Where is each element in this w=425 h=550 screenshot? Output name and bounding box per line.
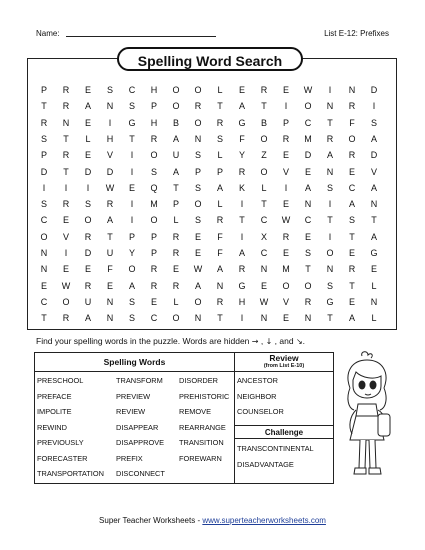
grid-letter[interactable]: W bbox=[105, 182, 115, 193]
grid-letter[interactable]: L bbox=[371, 280, 377, 291]
grid-letter[interactable]: C bbox=[40, 215, 48, 226]
grid-letter[interactable]: N bbox=[304, 199, 312, 210]
grid-letter[interactable]: E bbox=[282, 248, 289, 258]
grid-letter[interactable]: R bbox=[304, 296, 312, 307]
grid-letter[interactable]: R bbox=[348, 264, 356, 275]
grid-letter[interactable]: Y bbox=[128, 248, 135, 258]
footer-prefix: Super Teacher Worksheets - bbox=[99, 516, 203, 525]
grid-letter[interactable]: S bbox=[216, 133, 223, 144]
grid-letter[interactable]: E bbox=[282, 199, 289, 210]
grid-letter[interactable]: U bbox=[172, 150, 180, 161]
grid-letter[interactable]: E bbox=[304, 231, 311, 242]
grid-letter[interactable]: P bbox=[150, 101, 157, 112]
grid-letter[interactable]: C bbox=[348, 182, 356, 193]
grid-letter[interactable]: S bbox=[40, 199, 47, 210]
grid-letter[interactable]: C bbox=[40, 296, 48, 307]
grid-letter[interactable]: R bbox=[216, 215, 224, 226]
grid-letter[interactable]: T bbox=[63, 133, 69, 144]
grid-letter[interactable]: O bbox=[304, 280, 312, 291]
grid-letter[interactable]: N bbox=[194, 133, 202, 144]
spelling-word: TRANSITION bbox=[179, 438, 224, 447]
grid-letter[interactable]: E bbox=[62, 264, 69, 275]
grid-letter[interactable]: I bbox=[130, 215, 134, 226]
review-word: ANCESTOR bbox=[237, 376, 278, 385]
grid-letter[interactable]: A bbox=[172, 133, 179, 144]
grid-letter[interactable]: A bbox=[216, 182, 223, 193]
grid-letter[interactable]: E bbox=[194, 231, 201, 242]
grid-letter[interactable]: S bbox=[128, 296, 135, 307]
grid-letter[interactable]: W bbox=[193, 264, 203, 275]
grid-letter[interactable]: V bbox=[62, 231, 69, 242]
grid-letter[interactable]: A bbox=[216, 264, 223, 275]
grid-letter[interactable]: E bbox=[282, 150, 289, 161]
grid-letter[interactable]: E bbox=[62, 215, 69, 226]
grid-letter[interactable]: O bbox=[172, 85, 180, 95]
grid-letter[interactable]: S bbox=[326, 280, 333, 291]
grid-letter[interactable]: N bbox=[370, 296, 378, 307]
grid-letter[interactable]: A bbox=[238, 248, 245, 258]
grid-letter[interactable]: E bbox=[282, 313, 289, 324]
grid-letter[interactable]: E bbox=[84, 85, 91, 95]
grid-letter[interactable]: N bbox=[326, 166, 334, 177]
grid-letter[interactable]: T bbox=[261, 101, 267, 112]
spelling-word: REVIEW bbox=[116, 407, 146, 416]
grid-letter[interactable]: O bbox=[172, 101, 180, 112]
grid-letter[interactable]: D bbox=[84, 166, 92, 177]
grid-letter[interactable]: O bbox=[194, 296, 202, 307]
grid-letter[interactable]: Z bbox=[261, 150, 267, 161]
grid-letter[interactable]: U bbox=[84, 296, 92, 307]
grid-letter[interactable]: R bbox=[40, 117, 48, 128]
grid-letter[interactable]: P bbox=[150, 231, 157, 242]
grid-letter[interactable]: D bbox=[370, 85, 378, 95]
spelling-word: FOREWARN bbox=[179, 453, 222, 463]
grid-letter[interactable]: S bbox=[194, 215, 201, 226]
grid-letter[interactable]: A bbox=[238, 101, 245, 112]
footer-link[interactable]: www.superteacherworksheets.com bbox=[202, 516, 326, 525]
challenge-heading: Challenge bbox=[235, 425, 333, 439]
grid-letter[interactable]: N bbox=[348, 85, 356, 95]
grid-letter[interactable]: I bbox=[130, 199, 134, 210]
grid-letter[interactable]: A bbox=[194, 280, 201, 291]
grid-letter[interactable]: O bbox=[326, 248, 334, 258]
grid-letter[interactable]: N bbox=[260, 313, 268, 324]
review-word: COUNSELOR bbox=[237, 407, 284, 416]
grid-letter[interactable]: E bbox=[40, 280, 47, 291]
grid-letter[interactable]: O bbox=[150, 150, 158, 161]
grid-letter[interactable]: O bbox=[304, 101, 312, 112]
grid-letter[interactable]: W bbox=[61, 280, 71, 291]
grid-letter[interactable]: R bbox=[84, 280, 92, 291]
grid-letter[interactable]: T bbox=[41, 313, 47, 324]
challenge-word: DISADVANTAGE bbox=[237, 459, 294, 469]
grid-letter[interactable]: L bbox=[217, 199, 223, 210]
grid-letter[interactable]: A bbox=[326, 150, 333, 161]
spelling-word: PRESCHOOL bbox=[37, 376, 84, 385]
list-label: List E-12: Prefixes bbox=[324, 29, 389, 38]
grid-letter[interactable]: E bbox=[348, 166, 355, 177]
grid-letter[interactable]: R bbox=[260, 85, 268, 95]
grid-letter[interactable]: I bbox=[284, 182, 288, 193]
spelling-word: FORECASTER bbox=[37, 453, 88, 463]
grid-letter[interactable]: F bbox=[239, 133, 245, 144]
grid-letter[interactable]: P bbox=[40, 150, 47, 161]
grid-letter[interactable]: E bbox=[128, 182, 135, 193]
spelling-word: IMPOLITE bbox=[37, 407, 72, 416]
grid-letter[interactable]: E bbox=[304, 166, 311, 177]
grid-letter[interactable]: I bbox=[130, 166, 134, 177]
grid-letter[interactable]: O bbox=[260, 133, 268, 144]
review-title: Review bbox=[269, 353, 299, 363]
grid-letter[interactable]: R bbox=[216, 117, 224, 128]
grid-letter[interactable]: H bbox=[106, 133, 114, 144]
footer bbox=[0, 516, 425, 525]
grid-letter[interactable]: O bbox=[282, 280, 290, 291]
grid-letter[interactable]: Y bbox=[238, 150, 245, 161]
grid-letter[interactable]: C bbox=[260, 248, 268, 258]
grid-letter[interactable]: N bbox=[216, 280, 224, 291]
grid-letter[interactable]: N bbox=[370, 199, 378, 210]
grid-letter[interactable]: B bbox=[172, 117, 179, 128]
spelling-word: REWIND bbox=[37, 422, 67, 432]
grid-letter[interactable]: I bbox=[328, 199, 332, 210]
grid-letter[interactable]: F bbox=[107, 264, 113, 275]
grid-letter[interactable]: C bbox=[304, 117, 312, 128]
grid-letter[interactable]: R bbox=[62, 150, 70, 161]
grid-letter[interactable]: R bbox=[216, 296, 224, 307]
grid-letter[interactable]: F bbox=[217, 231, 223, 242]
girl-illustration bbox=[338, 350, 396, 490]
grid-letter[interactable]: L bbox=[261, 182, 267, 193]
spelling-words-heading: Spelling Words bbox=[35, 353, 235, 372]
grid-letter[interactable]: H bbox=[150, 85, 158, 95]
grid-letter[interactable]: O bbox=[150, 215, 158, 226]
grid-letter[interactable]: W bbox=[281, 215, 291, 226]
grid-letter[interactable]: M bbox=[304, 133, 312, 144]
grid-letter[interactable]: E bbox=[282, 85, 289, 95]
grid-letter[interactable]: E bbox=[106, 280, 113, 291]
grid-letter[interactable]: E bbox=[84, 264, 91, 275]
name-line[interactable] bbox=[66, 36, 216, 37]
grid-letter[interactable]: R bbox=[172, 280, 180, 291]
grid-letter[interactable]: T bbox=[217, 313, 223, 324]
grid-letter[interactable]: G bbox=[238, 280, 246, 291]
grid-letter[interactable]: R bbox=[150, 280, 158, 291]
grid-letter[interactable]: E bbox=[84, 150, 91, 161]
spelling-word: PREVIOUSLY bbox=[37, 438, 84, 447]
grid-letter[interactable]: E bbox=[150, 296, 157, 307]
spelling-word: PREFACE bbox=[37, 391, 72, 401]
grid-letter[interactable]: R bbox=[238, 264, 246, 275]
grid-letter[interactable]: N bbox=[106, 313, 114, 324]
arrow-diagonal-icon: ↘ bbox=[295, 337, 303, 346]
grid-letter[interactable]: P bbox=[282, 117, 289, 128]
grid-letter[interactable]: B bbox=[260, 117, 267, 128]
grid-letter[interactable]: I bbox=[86, 182, 90, 193]
grid-letter[interactable]: R bbox=[238, 166, 246, 177]
grid-letter[interactable]: W bbox=[259, 296, 269, 307]
header bbox=[36, 27, 389, 41]
grid-letter[interactable]: I bbox=[240, 313, 244, 324]
grid-letter[interactable]: E bbox=[172, 264, 179, 275]
challenge-word: TRANSCONTINENTAL bbox=[237, 444, 314, 453]
grid-letter[interactable]: E bbox=[194, 248, 201, 258]
grid-letter[interactable]: S bbox=[128, 101, 135, 112]
grid-letter[interactable]: M bbox=[150, 199, 158, 210]
spelling-word: TRANSFORM bbox=[116, 376, 163, 385]
grid-letter[interactable]: N bbox=[62, 117, 70, 128]
grid-letter[interactable]: F bbox=[217, 248, 223, 258]
grid-letter[interactable]: A bbox=[370, 133, 377, 144]
grid-letter[interactable]: A bbox=[84, 313, 91, 324]
grid-letter[interactable]: C bbox=[304, 215, 312, 226]
grid-letter[interactable]: T bbox=[261, 199, 267, 210]
grid-letter[interactable]: R bbox=[348, 150, 356, 161]
grid-letter[interactable]: S bbox=[84, 199, 91, 210]
grid-letter[interactable]: C bbox=[128, 85, 136, 95]
grid-letter[interactable]: L bbox=[173, 296, 179, 307]
spelling-word: TRANSPORTATION bbox=[37, 469, 104, 478]
instructions-tail: , and bbox=[274, 336, 294, 346]
grid-letter[interactable]: T bbox=[349, 280, 355, 291]
grid-letter[interactable]: N bbox=[304, 313, 312, 324]
review-subtitle: (from List E-10) bbox=[263, 363, 305, 369]
grid-letter[interactable]: O bbox=[62, 296, 70, 307]
grid-letter[interactable]: D bbox=[370, 150, 378, 161]
word-list-table bbox=[34, 352, 334, 484]
grid-letter[interactable]: K bbox=[238, 182, 245, 193]
grid-letter[interactable]: E bbox=[84, 117, 91, 128]
grid-letter[interactable]: R bbox=[172, 231, 180, 242]
grid-letter[interactable]: P bbox=[216, 166, 223, 177]
grid-letter[interactable]: O bbox=[260, 166, 268, 177]
grid-letter[interactable]: E bbox=[260, 280, 267, 291]
grid-letter[interactable]: I bbox=[240, 231, 244, 242]
grid-letter[interactable]: I bbox=[284, 101, 288, 112]
grid-letter[interactable]: I bbox=[64, 182, 68, 193]
grid-letter[interactable]: O bbox=[348, 133, 356, 144]
grid-letter[interactable]: O bbox=[194, 117, 202, 128]
instructions: Find your spelling words in the puzzle. Words are hidden → , ↓ , and ↘. bbox=[36, 336, 306, 346]
grid-letter[interactable]: P bbox=[40, 85, 47, 95]
grid-letter[interactable]: V bbox=[106, 150, 113, 161]
grid-letter[interactable]: T bbox=[107, 231, 113, 242]
grid-letter[interactable]: O bbox=[172, 313, 180, 324]
grid-letter[interactable]: D bbox=[84, 248, 92, 258]
review-challenge-list bbox=[235, 372, 333, 483]
grid-letter[interactable]: R bbox=[172, 248, 180, 258]
grid-letter[interactable]: E bbox=[238, 85, 245, 95]
grid-letter[interactable]: I bbox=[328, 231, 332, 242]
spelling-word: PREHISTORIC bbox=[179, 391, 230, 401]
grid-letter[interactable]: X bbox=[260, 231, 267, 242]
grid-letter[interactable]: T bbox=[305, 264, 311, 275]
grid-letter[interactable]: A bbox=[128, 280, 135, 291]
grid-letter[interactable]: C bbox=[150, 313, 158, 324]
grid-letter[interactable]: N bbox=[326, 264, 334, 275]
grid-letter[interactable]: A bbox=[106, 215, 113, 226]
grid-letter[interactable]: C bbox=[260, 215, 268, 226]
grid-letter[interactable]: A bbox=[370, 182, 377, 193]
review-heading bbox=[235, 353, 333, 372]
grid-letter[interactable]: W bbox=[303, 85, 313, 95]
grid-letter[interactable]: S bbox=[304, 248, 311, 258]
grid-letter[interactable]: L bbox=[173, 215, 179, 226]
grid-letter[interactable]: T bbox=[327, 313, 333, 324]
grid-letter[interactable]: Q bbox=[150, 182, 158, 193]
grid-letter[interactable]: U bbox=[106, 248, 114, 258]
grid-letter[interactable]: T bbox=[371, 215, 377, 226]
grid-letter[interactable]: P bbox=[172, 199, 179, 210]
grid-letter[interactable]: N bbox=[106, 101, 114, 112]
grid-letter[interactable]: G bbox=[128, 117, 136, 128]
grid-letter[interactable]: I bbox=[240, 199, 244, 210]
grid-letter[interactable]: M bbox=[282, 264, 290, 275]
spelling-word: DISCONNECT bbox=[116, 469, 165, 478]
grid-letter[interactable]: I bbox=[42, 182, 46, 193]
grid-letter[interactable]: A bbox=[304, 182, 311, 193]
grid-letter[interactable]: S bbox=[106, 85, 113, 95]
grid-letter[interactable]: A bbox=[172, 166, 179, 177]
grid-letter[interactable]: N bbox=[260, 264, 268, 275]
grid-letter[interactable]: V bbox=[370, 166, 377, 177]
grid-letter[interactable]: L bbox=[371, 313, 377, 324]
grid-letter[interactable]: A bbox=[348, 313, 355, 324]
grid-letter[interactable]: R bbox=[62, 85, 70, 95]
grid-letter[interactable]: R bbox=[194, 101, 202, 112]
grid-letter[interactable]: T bbox=[129, 133, 135, 144]
grid-letter[interactable]: R bbox=[150, 133, 158, 144]
grid-letter[interactable]: S bbox=[326, 182, 333, 193]
grid-letter[interactable]: S bbox=[370, 117, 377, 128]
grid-letter[interactable]: R bbox=[62, 313, 70, 324]
grid-letter[interactable]: I bbox=[372, 101, 376, 112]
grid-letter[interactable]: P bbox=[128, 231, 135, 242]
grid-letter[interactable]: D bbox=[40, 166, 48, 177]
grid-letter[interactable]: P bbox=[194, 166, 201, 177]
grid-letter[interactable]: T bbox=[239, 215, 245, 226]
grid-letter[interactable]: L bbox=[217, 150, 223, 161]
grid-letter[interactable]: S bbox=[150, 166, 157, 177]
grid-letter[interactable]: R bbox=[348, 101, 356, 112]
grid-letter[interactable]: P bbox=[150, 248, 157, 258]
review-word: NEIGHBOR bbox=[237, 391, 277, 401]
grid-letter[interactable]: H bbox=[150, 117, 158, 128]
grid-letter[interactable]: O bbox=[194, 199, 202, 210]
grid-letter[interactable]: V bbox=[282, 166, 289, 177]
grid-letter[interactable]: I bbox=[328, 85, 332, 95]
grid-letter[interactable]: A bbox=[84, 101, 91, 112]
grid-letter[interactable]: I bbox=[64, 248, 68, 258]
grid-letter[interactable]: A bbox=[370, 231, 377, 242]
grid-letter[interactable]: I bbox=[108, 117, 112, 128]
grid-letter[interactable]: R bbox=[150, 264, 158, 275]
grid-letter[interactable]: T bbox=[327, 215, 333, 226]
grid-letter[interactable]: R bbox=[282, 133, 290, 144]
grid-letter[interactable]: A bbox=[348, 199, 355, 210]
grid-letter[interactable]: S bbox=[194, 150, 201, 161]
grid-letter[interactable]: F bbox=[349, 117, 355, 128]
spelling-word: PREFIX bbox=[116, 453, 143, 463]
grid-letter[interactable]: N bbox=[326, 101, 334, 112]
grid-letter[interactable]: O bbox=[128, 264, 136, 275]
grid-letter[interactable]: E bbox=[370, 264, 377, 275]
spelling-word: REMOVE bbox=[179, 407, 212, 416]
arrow-down-icon: ↓ bbox=[265, 337, 273, 346]
grid-letter[interactable]: R bbox=[326, 133, 334, 144]
grid-letter[interactable]: T bbox=[173, 182, 179, 193]
spelling-word: REARRANGE bbox=[179, 422, 226, 432]
spelling-word: DISORDER bbox=[179, 376, 219, 385]
grid-letter[interactable]: N bbox=[106, 296, 114, 307]
spelling-word: DISAPPEAR bbox=[116, 422, 159, 432]
grid-letter[interactable]: O bbox=[194, 85, 202, 95]
grid-letter[interactable]: S bbox=[128, 313, 135, 324]
grid-letter[interactable]: T bbox=[63, 166, 69, 177]
grid-letter[interactable]: E bbox=[348, 248, 355, 258]
name-label: Name: bbox=[36, 29, 60, 38]
grid-letter[interactable]: D bbox=[106, 166, 114, 177]
grid-letter[interactable]: N bbox=[194, 313, 202, 324]
grid-letter[interactable]: O bbox=[40, 231, 48, 242]
grid-letter[interactable]: G bbox=[238, 117, 246, 128]
grid-letter[interactable]: R bbox=[282, 231, 290, 242]
grid-letter[interactable]: E bbox=[348, 296, 355, 307]
grid-letter[interactable]: G bbox=[326, 296, 334, 307]
arrow-right-icon: → bbox=[251, 337, 259, 346]
grid-letter[interactable]: T bbox=[349, 231, 355, 242]
grid-letter[interactable]: O bbox=[84, 215, 92, 226]
grid-letter[interactable]: N bbox=[40, 264, 48, 275]
grid-letter[interactable]: T bbox=[327, 117, 333, 128]
grid-letter[interactable]: G bbox=[370, 248, 378, 258]
grid-letter[interactable]: S bbox=[348, 215, 355, 226]
instructions-text: Find your spelling words in the puzzle. Words are hidden bbox=[36, 336, 250, 346]
grid-letter[interactable]: I bbox=[130, 150, 134, 161]
spelling-words-list bbox=[35, 372, 235, 483]
grid-letter[interactable]: S bbox=[194, 182, 201, 193]
grid-letter[interactable]: R bbox=[62, 199, 70, 210]
grid-letter[interactable]: T bbox=[217, 101, 223, 112]
grid-letter[interactable]: V bbox=[282, 296, 289, 307]
grid-letter[interactable]: S bbox=[40, 133, 47, 144]
spelling-word: PREVIEW bbox=[116, 391, 151, 401]
page-title: Spelling Word Search bbox=[117, 47, 303, 71]
grid-letter[interactable]: T bbox=[41, 101, 47, 112]
grid-letter[interactable]: N bbox=[40, 248, 48, 258]
spelling-word: DISAPPROVE bbox=[116, 438, 165, 447]
grid-letter[interactable]: L bbox=[85, 133, 91, 144]
grid-letter[interactable]: R bbox=[62, 101, 70, 112]
grid-letter[interactable]: L bbox=[217, 85, 223, 95]
letter-grid bbox=[36, 84, 388, 326]
grid-letter[interactable]: H bbox=[238, 296, 246, 307]
grid-letter[interactable]: D bbox=[304, 150, 312, 161]
grid-letter[interactable]: R bbox=[106, 199, 114, 210]
grid-letter[interactable]: R bbox=[84, 231, 92, 242]
